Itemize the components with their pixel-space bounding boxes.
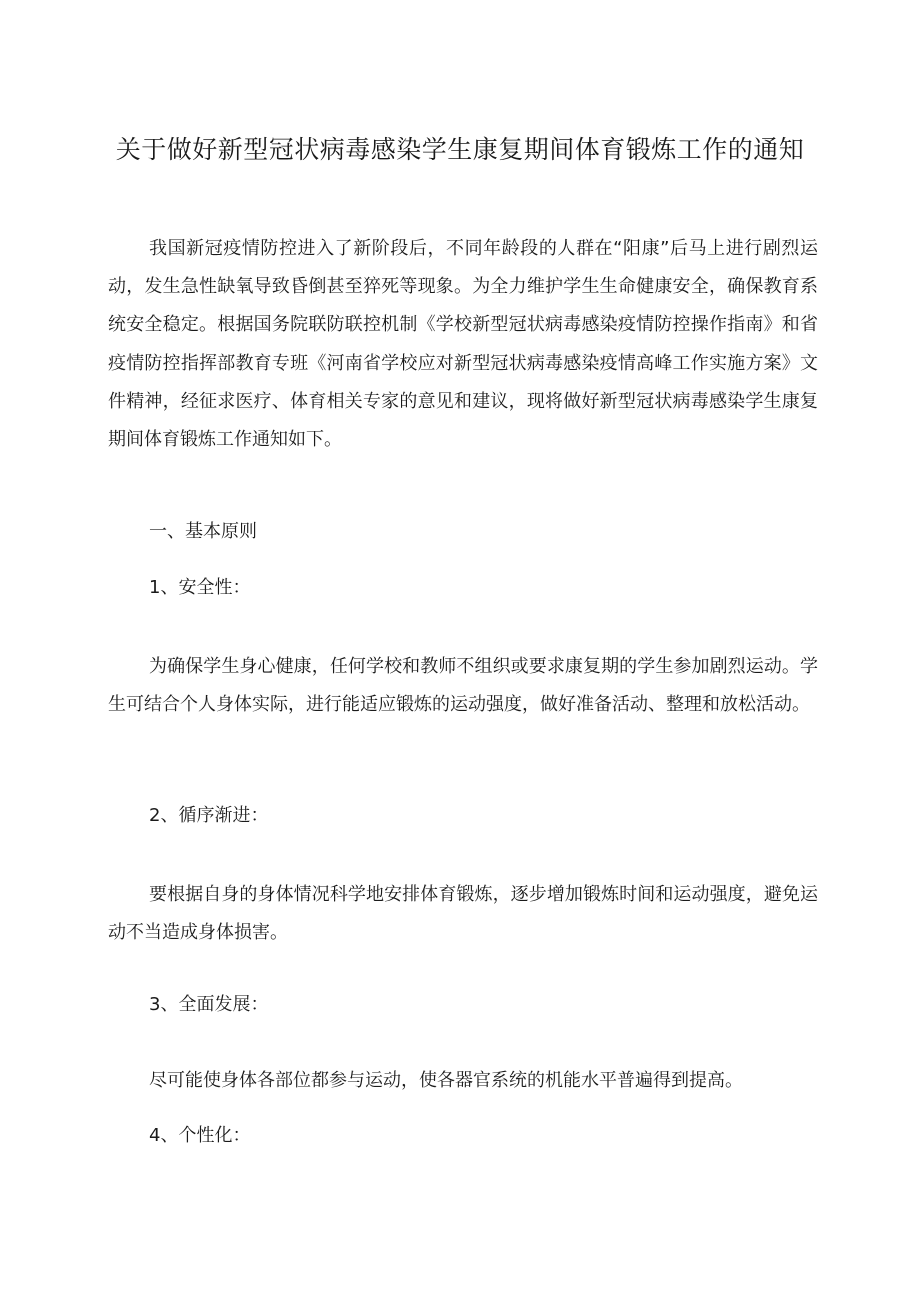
item-heading-gradual: 2、循序渐进：: [149, 805, 269, 826]
item-heading-comprehensive: 3、全面发展：: [149, 994, 269, 1015]
intro-paragraph: 我国新冠疫情防控进入了新阶段后，不同年龄段的人群在“阳康”后马上进行剧烈运动，发生急性缺氧导致昏倒甚至猝死等现象。为全力维护学生生命健康安全，确保教育系统安全稳定。根据国务院联防联控机制《学校新型冠状病毒感染疫情防控操作指南》和省疫情防控指挥部教育专班《河南省学校应对新型冠状病毒感染疫情高峰工作实施方案》文件精神，经征求医疗、体育相关专家的意见和建议，现将做好新型冠状病毒感染学生康复期间体育锻炼工作通知如下。: [108, 238, 818, 451]
item-text-gradual: 要根据自身的身体情况科学地安排体育锻炼，逐步增加锻炼时间和运动强度，避免运动不当造成身体损害。: [108, 884, 818, 944]
section-heading-basic-principles: 一、基本原则: [149, 521, 257, 542]
item-text-safety: 为确保学生身心健康，任何学校和教师不组织或要求康复期的学生参加剧烈运动。学生可结合个人身体实际，进行能适应锻炼的运动强度，做好准备活动、整理和放松活动。: [108, 656, 818, 716]
document-title: 关于做好新型冠状病毒感染学生康复期间体育锻炼工作的通知: [115, 135, 805, 164]
item-text-comprehensive: 尽可能使身体各部位都参与运动，使各器官系统的机能水平普遍得到提高。: [149, 1070, 743, 1091]
item-heading-personalized: 4、个性化：: [149, 1125, 251, 1146]
item-heading-safety: 1、安全性：: [149, 577, 251, 598]
